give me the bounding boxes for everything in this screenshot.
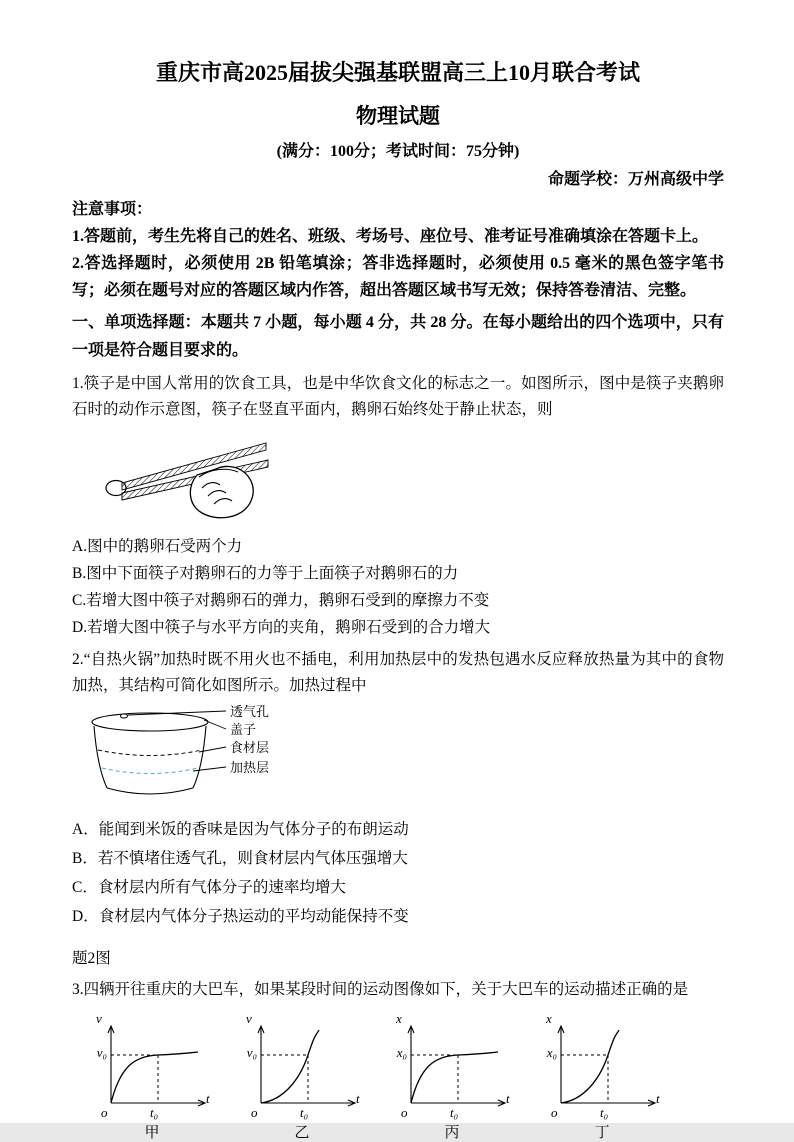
graph-yi-caption: 乙 [294, 1125, 310, 1141]
graph-ding [536, 1011, 668, 1141]
question-2-option-b: B．若不慎堵住透气孔，则食材层内气体压强增大 [72, 850, 408, 867]
question-2-stem: 2.“自热火锅”加热时既不用火也不插电，利用加热层中的发热包遇水反应释放热量为其中的食物加热，其结构可简化如图所示。加热过程中 [72, 651, 724, 694]
notes-heading: 注意事项： [72, 201, 153, 218]
graph-ding-xmark: t₀ [600, 1105, 609, 1120]
question-1-option-c: C.若增大图中筷子对鹅卵石的弹力，鹅卵石受到的摩擦力不变 [72, 592, 490, 609]
graph-bing-xlabel: t [506, 1091, 510, 1106]
graph-bing-caption: 丙 [444, 1125, 460, 1141]
question-2-figure-hotpot [72, 705, 372, 809]
question-3-stem: 3.四辆开往重庆的大巴车，如果某段时间的运动图像如下，关于大巴车的运动描述正确的是 [72, 981, 689, 998]
question-1-option-b: B.图中下面筷子对鹅卵石的力等于上面筷子对鹅卵石的力 [72, 565, 459, 582]
graph-jia-plot [86, 1019, 216, 1119]
exam-subject-title: 物理试题 [356, 104, 440, 128]
graph-yi-xlabel: t [356, 1091, 360, 1106]
graph-yi-xmark: t₀ [300, 1105, 309, 1120]
hotpot-label-lid: 盖子 [230, 722, 257, 737]
graph-ding-caption: 丁 [594, 1125, 610, 1141]
chopsticks-drawing [96, 433, 296, 525]
exam-school-line: 命题学校：万州高级中学 [547, 171, 724, 188]
graph-jia-xlabel: t [206, 1091, 210, 1106]
graph-jia-caption: 甲 [144, 1125, 160, 1141]
hotpot-label-vent: 透气孔 [230, 704, 270, 719]
graph-ding-ymark: x₀ [546, 1045, 557, 1060]
notes-block [72, 196, 724, 304]
graph-yi-plot [236, 1019, 366, 1119]
hotpot-drawing [72, 705, 372, 809]
note-item-2: 2.答选择题时，必须使用 2B 铅笔填涂；答非选择题时，必须使用 0.5 毫米的黑色签字笔书写；必须在题号对应的答题区域内作答，超出答题区域书写无效；保持答卷清洁、完整。 [72, 255, 724, 299]
question-2-option-a: A．能闻到米饭的香味是因为气体分子的布朗运动 [72, 821, 409, 838]
question-1-figure-chopsticks [96, 433, 296, 525]
question-1-stem: 1.筷子是中国人常用的饮食工具，也是中华饮食文化的标志之一。如图所示，图中是筷子夹鹅卵石时的动作示意图，筷子在竖直平面内，鹅卵石始终处于静止状态，则 [72, 375, 724, 418]
graph-yi-ymark: v₀ [246, 1045, 257, 1060]
graph-bing-origin: o [401, 1105, 408, 1120]
graph-jia-ymark: v₀ [96, 1045, 107, 1060]
graph-bing-xmark: t₀ [450, 1105, 459, 1120]
section-1-heading: 一、单项选择题：本题共 7 小题，每小题 4 分，共 28 分。在每小题给出的四个选项中，只有一项是符合题目要求的。 [72, 314, 724, 359]
question-1-option-a: A.图中的鹅卵石受两个力 [72, 538, 243, 555]
graph-jia-ylabel: v [96, 1011, 102, 1026]
graph-bing-ylabel: x [396, 1011, 402, 1026]
note-item-1: 1.答题前，考生先将自己的姓名、班级、考场号、座位号、准考证号准确填涂在答题卡上。 [72, 228, 709, 245]
graph-jia-xmark: t₀ [150, 1105, 159, 1120]
question-1-option-d: D.若增大图中筷子与水平方向的夹角，鹅卵石受到的合力增大 [72, 619, 491, 636]
hotpot-label-heating-layer: 加热层 [230, 760, 270, 775]
question-2-figure-caption: 题2图 [72, 950, 111, 967]
graph-jia-origin: o [101, 1105, 108, 1120]
graph-jia [86, 1011, 218, 1141]
graph-bing [386, 1011, 518, 1141]
question-2-option-d: D．食材层内气体分子热运动的平均动能保持不变 [72, 908, 409, 925]
graph-ding-xlabel: t [656, 1091, 660, 1106]
question-2-option-c: C．食材层内所有气体分子的速率均增大 [72, 879, 346, 896]
graph-bing-plot [386, 1019, 516, 1119]
graph-yi-origin: o [251, 1105, 258, 1120]
graph-bing-ymark: x₀ [396, 1045, 407, 1060]
question-3-graphs [86, 1011, 724, 1141]
graph-yi-ylabel: v [246, 1011, 252, 1026]
graph-ding-ylabel: x [546, 1011, 552, 1026]
exam-title: 重庆市高2025届拔尖强基联盟高三上10月联合考试 [155, 60, 640, 85]
graph-ding-origin: o [551, 1105, 558, 1120]
exam-meta-line: (满分：100分；考试时间：75分钟) [276, 143, 520, 160]
graph-yi [236, 1011, 368, 1141]
hotpot-label-food-layer: 食材层 [230, 740, 270, 755]
graph-ding-plot [536, 1019, 666, 1119]
